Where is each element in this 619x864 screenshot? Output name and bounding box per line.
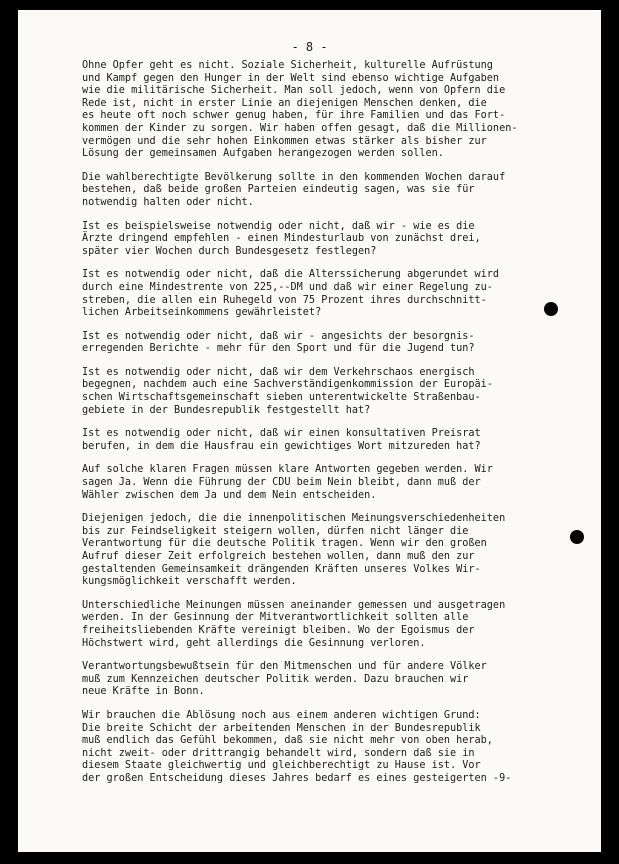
paragraph xyxy=(82,661,578,699)
paragraph xyxy=(82,513,578,589)
text-line: Unterschiedliche Meinungen müssen aneinander gemessen und ausgetragen xyxy=(82,599,506,611)
text-line: Ist es notwendig oder nicht, daß die Alterssicherung abgerundet wird xyxy=(82,269,500,281)
text-line: neue Kräfte in Bonn. xyxy=(82,686,205,698)
paragraph xyxy=(82,331,578,356)
text-line: der großen Entscheidung dieses Jahres bedarf es eines gesteigerten -9- xyxy=(82,772,512,784)
paragraph xyxy=(82,600,578,650)
text-line: Rede ist, nicht in erster Linie an diejenigen Menschen denken, die xyxy=(82,97,487,109)
text-line: und Kampf gegen den Hunger in der Welt sind ebenso wichtige Aufgaben xyxy=(82,72,500,84)
text-line: Verantwortung für die deutsche Politik tragen. Wenn wir den großen xyxy=(82,538,487,550)
paragraph xyxy=(82,221,578,259)
text-line: erregenden Berichte - mehr für den Sport und für die Jugend tun? xyxy=(82,343,475,355)
paragraph xyxy=(82,60,578,161)
text-line: Ist es notwendig oder nicht, daß wir dem Verkehrschaos energisch xyxy=(82,366,475,378)
text-line: bis zur Feindseligkeit steigern wollen, dürfen nicht länger die xyxy=(82,525,469,537)
text-line: durch eine Mindestrente von 225,--DM und daß wir einer Regelung zu- xyxy=(82,281,493,293)
text-line: Die breite Schicht der arbeitenden Menschen in der Bundesrepublik xyxy=(82,722,481,734)
text-line: nicht zweit- oder drittrangig behandelt wird, sondern daß sie in xyxy=(82,747,475,759)
text-line: es heute oft noch schwer genug haben, für ihre Familien und das Fort- xyxy=(82,110,506,122)
text-line: gestaltenden Gemeinsamkeit drängenden Kräften unseres Volkes Wir- xyxy=(82,563,481,575)
punch-hole xyxy=(570,530,584,544)
page-number: - 8 - xyxy=(291,40,328,54)
text-line: Ohne Opfer geht es nicht. Soziale Sicherheit, kulturelle Aufrüstung xyxy=(82,60,493,71)
text-line: Auf solche klaren Fragen müssen klare Antworten gegeben werden. Wir xyxy=(82,464,493,476)
paragraph xyxy=(82,269,578,319)
text-line: Ist es beispielsweise notwendig oder nicht, daß wir - wie es die xyxy=(82,220,475,232)
text-line: Die wahlberechtigte Bevölkerung sollte in den kommenden Wochen darauf xyxy=(82,171,506,183)
paragraph xyxy=(82,710,578,786)
text-line: kungsmöglichkeit verschafft werden. xyxy=(82,576,297,588)
text-line: diesem Staate gleichwertig und gleichberechtigt zu Hause ist. Vor xyxy=(82,760,481,772)
text-line: bestehen, daß beide großen Parteien eindeutig sagen, was sie für xyxy=(82,184,475,196)
text-line: Verantwortungsbewußtsein für den Mitmenschen und für andere Völker xyxy=(82,661,487,673)
text-line: werden. In der Gesinnung der Mitverantwortlichkeit sollten alle xyxy=(82,612,469,624)
text-line: Wähler zwischen dem Ja und dem Nein entscheiden. xyxy=(82,489,377,501)
document-body xyxy=(82,60,578,797)
punch-hole xyxy=(544,302,558,316)
text-line: wie die militärische Sicherheit. Man soll jedoch, wenn von Opfern die xyxy=(82,85,506,97)
text-line: sagen Ja. Wenn die Führung der CDU beim Nein bleibt, dann muß der xyxy=(82,477,481,489)
text-line: vermögen und die sehr hohen Einkommen etwas stärker als bisher zur xyxy=(82,135,487,147)
text-line: begegnen, nachdem auch eine Sachverständigenkommission der Europäi- xyxy=(82,379,493,391)
text-line: Ist es notwendig oder nicht, daß wir - angesichts der besorgnis- xyxy=(82,330,475,342)
text-line: kommen der Kinder zu sorgen. Wir haben offen gesagt, daß die Millionen- xyxy=(82,122,518,134)
text-line: Ist es notwendig oder nicht, daß wir einen konsultativen Preisrat xyxy=(82,428,481,440)
text-line: später vier Wochen durch Bundesgesetz festlegen? xyxy=(82,245,377,257)
paragraph xyxy=(82,172,578,210)
text-line: Diejenigen jedoch, die die innenpolitischen Meinungsverschiedenheiten xyxy=(82,513,506,525)
paragraph xyxy=(82,367,578,417)
text-line: muß endlich das Gefühl bekommen, daß sie nicht mehr von oben herab, xyxy=(82,735,493,747)
paragraph xyxy=(82,428,578,453)
text-line: Ärzte dringend empfehlen - einen Mindesturlaub von zunächst drei, xyxy=(82,233,481,245)
paragraph xyxy=(82,464,578,502)
text-line: Lösung der gemeinsamen Aufgaben herangezogen werden sollen. xyxy=(82,148,444,160)
document-page xyxy=(18,10,601,852)
text-line: lichen Arbeitseinkommens gewährleistet? xyxy=(82,307,322,319)
text-line: Wir brauchen die Ablösung noch aus einem anderen wichtigen Grund: xyxy=(82,709,481,721)
text-line: muß zum Kennzeichen deutscher Politik werden. Dazu brauchen wir xyxy=(82,673,469,685)
text-line: freiheitsliebenden Kräfte vereinigt bleiben. Wo der Egoismus der xyxy=(82,624,475,636)
text-line: notwendig halten oder nicht. xyxy=(82,196,254,208)
text-line: berufen, in dem die Hausfrau ein gewichtiges Wort mitzureden hat? xyxy=(82,440,481,452)
text-line: gebiete in der Bundesrepublik festgestellt hat? xyxy=(82,404,371,416)
text-line: schen Wirtschaftsgemeinschaft sieben unterentwickelte Straßenbau- xyxy=(82,392,481,404)
text-line: streben, die allen ein Ruhegeld von 75 Prozent ihres durchschnitt- xyxy=(82,294,487,306)
text-line: Aufruf dieser Zeit erfolgreich bestehen wollen, dann muß den zur xyxy=(82,551,475,562)
text-line: Höchstwert wird, geht allerdings die Gesinnung verloren. xyxy=(82,637,426,649)
